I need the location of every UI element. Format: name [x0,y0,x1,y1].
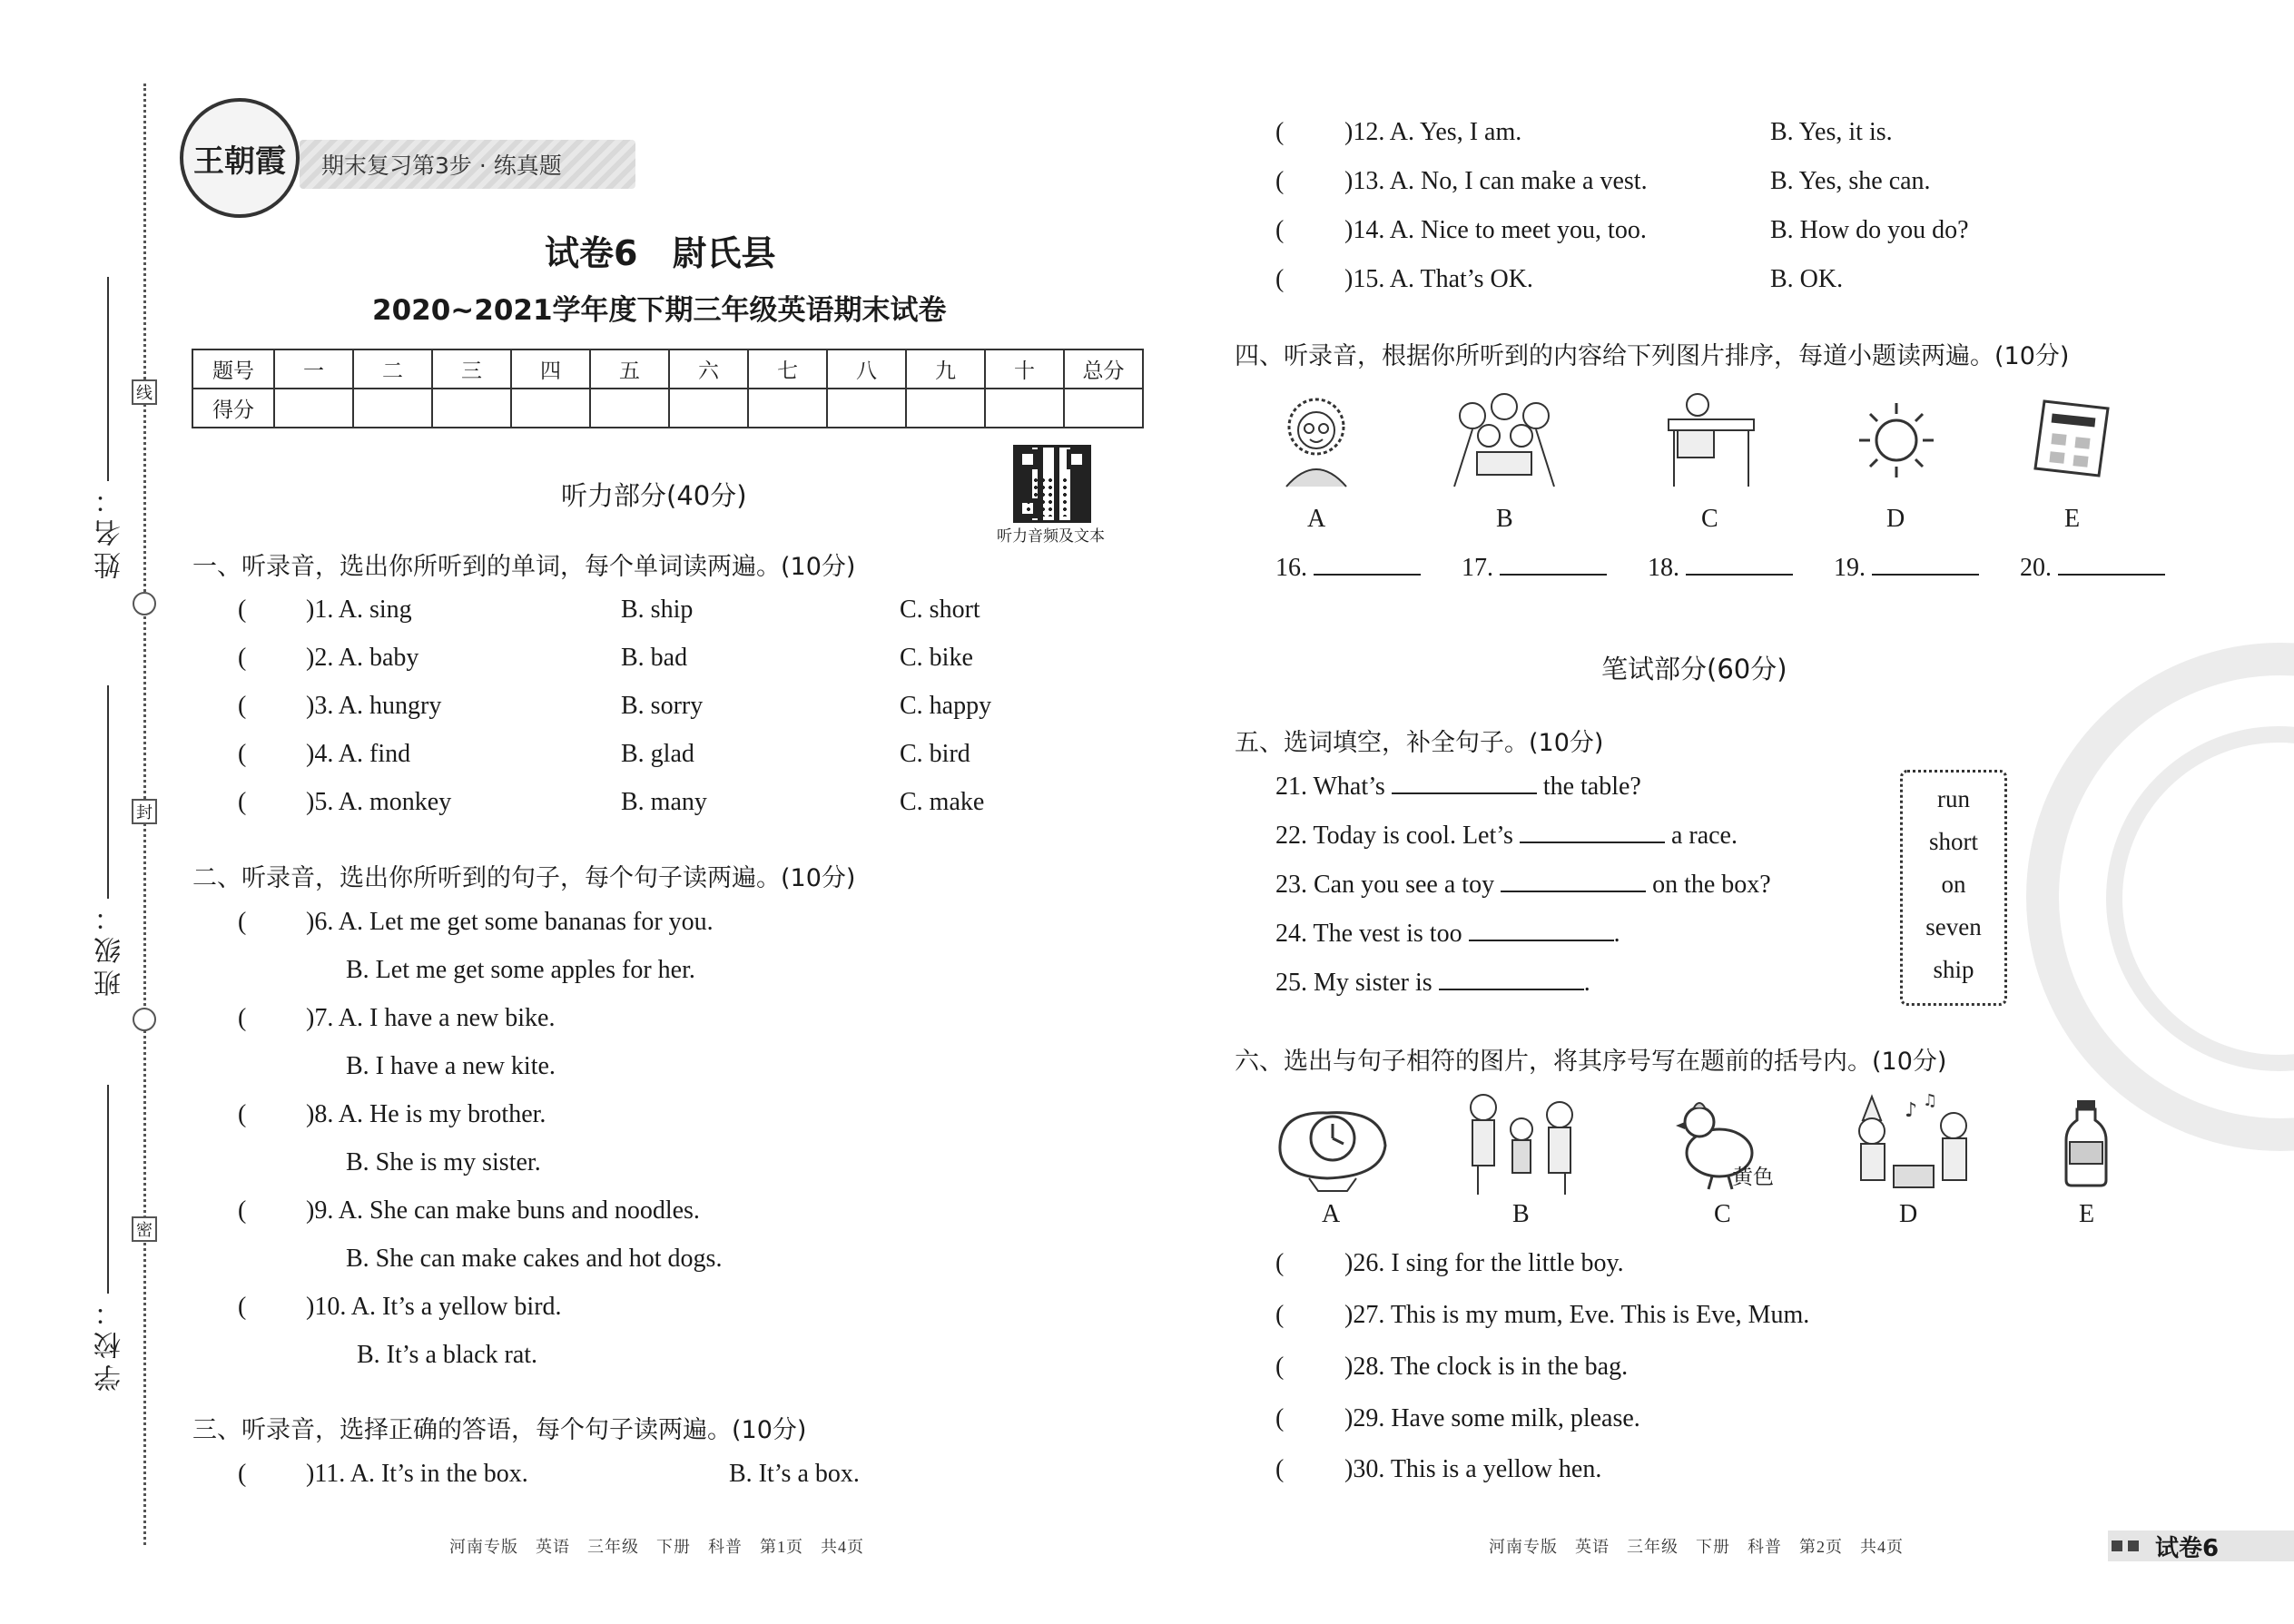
answer-paren[interactable]: ( [238,1460,247,1488]
score-cell: 十 [985,349,1064,389]
score-cell: 一 [274,349,353,389]
answer-paren[interactable]: ( [238,1004,247,1032]
question-option-a: )13. A. No, I can make a vest. [1344,167,1648,195]
picture-label: C [1714,1200,1731,1228]
match-sentence: )29. Have some milk, please. [1344,1404,1640,1432]
order-blank[interactable]: 20. [2020,554,2165,583]
class-field[interactable] [107,685,109,899]
question-option-b: B. I have a new kite. [346,1052,556,1080]
fill-blank-sentence: 22. Today is cool. Let’s a race. [1275,822,1738,850]
match-sentence: )27. This is my mum, Eve. This is Eve, Mum. [1344,1301,1810,1329]
fill-blank-sentence: 25. My sister is . [1275,969,1590,997]
question-option-b: B. Yes, it is. [1770,118,1893,146]
question-option-c: C. short [900,595,980,624]
answer-paren[interactable]: ( [1275,1404,1285,1432]
score-input-cell[interactable] [511,389,590,428]
binding-seal-char: 线 [132,379,157,405]
picture-label: D [1899,1200,1918,1228]
answer-paren[interactable]: ( [1275,1249,1285,1277]
binding-hole [133,592,156,615]
question-option-a: )7. A. I have a new bike. [306,1004,556,1032]
picture-label: B [1512,1200,1530,1228]
section-4-title: 四、听录音，根据你所听到的内容给下列图片排序，每道小题读两遍。(10分) [1235,342,2070,370]
answer-paren[interactable]: ( [1275,1455,1285,1483]
question-option-b: B. How do you do? [1770,216,1969,244]
paper-title: 试卷6 尉氏县 [545,233,776,273]
section-5-title: 五、选词填空，补全句子。(10分) [1235,729,1604,757]
question-option-b: B. She is my sister. [346,1148,541,1176]
fill-blank-sentence: 24. The vest is too . [1275,920,1620,948]
name-label: 姓名： [94,481,126,579]
question-option-a: )1. A. sing [306,595,412,624]
footer-right: 河南专版 英语 三年级 下册 科普 第2页 共4页 [1489,1538,1904,1556]
picture-label: E [2079,1200,2095,1228]
picture-label: E [2064,505,2081,533]
name-field[interactable] [107,277,109,481]
svg-text:♫: ♫ [1923,1091,1938,1110]
question-option-c: C. bird [900,740,970,768]
question-option-a: )14. A. Nice to meet you, too. [1344,216,1647,244]
grandma-icon [1275,389,1357,488]
score-cell: 总分 [1064,349,1143,389]
clock-in-bag-icon [1273,1093,1391,1193]
match-sentence: )26. I sing for the little boy. [1344,1249,1624,1277]
desk-icon [1661,389,1761,488]
answer-paren[interactable]: ( [238,644,247,672]
question-option-a: )12. A. Yes, I am. [1344,118,1522,146]
answer-paren[interactable]: ( [238,1293,247,1321]
footer-left: 河南专版 英语 三年级 下册 科普 第1页 共4页 [449,1538,864,1556]
answer-paren[interactable]: ( [1275,118,1285,146]
family-icon [1460,1089,1587,1198]
milk-bottle-icon [2059,1097,2113,1187]
question-option-b: B. ship [621,595,694,624]
banner-text: 期末复习第3步 · 练真题 [321,153,562,179]
word-bank-item: short [1929,828,1978,855]
score-input-cell[interactable] [274,389,353,428]
answer-paren[interactable]: ( [238,788,247,816]
section-1-title: 一、听录音，选出你所听到的单词，每个单词读两遍。(10分) [192,553,856,581]
answer-paren[interactable]: ( [238,1100,247,1128]
menu-card-icon [2026,392,2117,483]
answer-paren[interactable]: ( [238,595,247,624]
binding-seal-char: 封 [132,799,157,824]
answer-paren[interactable]: ( [238,908,247,936]
class-label: 班级： [94,899,126,997]
question-option-c: C. make [900,788,985,816]
picture-label: A [1307,505,1326,533]
answer-paren[interactable]: ( [238,692,247,720]
score-input-cell[interactable] [1064,389,1143,428]
answer-paren[interactable]: ( [238,740,247,768]
score-cell: 九 [906,349,985,389]
question-option-b: B. Yes, she can. [1770,167,1931,195]
word-bank-box [1900,770,2007,1006]
question-option-b: B. sorry [621,692,704,720]
singing-icon [1850,1089,1977,1198]
word-bank-item: ship [1933,956,1974,983]
picture-label: D [1886,505,1905,533]
match-sentence: )30. This is a yellow hen. [1344,1455,1602,1483]
score-input-cell[interactable] [432,389,511,428]
score-cell: 七 [748,349,827,389]
question-option-a: )9. A. She can make buns and noodles. [306,1196,700,1225]
score-cell: 四 [511,349,590,389]
score-cell: 八 [827,349,906,389]
score-cell: 二 [353,349,432,389]
score-input-cell[interactable] [906,389,985,428]
score-input-cell[interactable] [590,389,669,428]
fill-blank-sentence: 21. What’s the table? [1275,773,1641,801]
score-cell: 三 [432,349,511,389]
question-option-b: B. It’s a box. [729,1460,860,1488]
order-blank[interactable]: 19. [1834,554,1979,583]
score-table [192,349,1144,428]
qr-caption: 听力音频及文本 [997,527,1105,546]
qr-code-icon[interactable] [1013,445,1091,523]
score-cell: 得分 [192,389,274,428]
question-option-a: )5. A. monkey [306,788,452,816]
score-input-cell[interactable] [827,389,906,428]
paper-badge-text: 试卷6 [2155,1534,2220,1562]
question-option-b: B. OK. [1770,265,1844,293]
score-input-cell[interactable] [669,389,748,428]
logo-text: 王朝霞 [193,143,286,180]
score-cell: 六 [669,349,748,389]
sun-icon [1856,399,1937,481]
score-input-cell[interactable] [985,389,1064,428]
question-option-a: )10. A. It’s a yellow bird. [306,1293,562,1321]
question-option-b: B. She can make cakes and hot dogs. [346,1245,723,1273]
answer-paren[interactable]: ( [1275,216,1285,244]
score-input-cell[interactable] [748,389,827,428]
word-bank-item: seven [1925,913,1982,940]
picture-label: C [1701,505,1718,533]
school-label: 学校： [94,1294,126,1392]
fill-blank[interactable] [1469,940,1614,941]
answer-paren[interactable]: ( [1275,1353,1285,1381]
fill-blank[interactable] [1501,891,1646,892]
score-table-score-row [192,389,1143,428]
family-party-icon [1445,389,1563,488]
order-blank[interactable]: 16. [1275,554,1421,583]
listening-title: 听力部分(40分) [561,480,747,511]
fill-blank-sentence: 23. Can you see a toy on the box? [1275,871,1771,899]
fill-blank[interactable] [1439,989,1584,990]
question-option-b: B. glad [621,740,694,768]
question-option-a: )15. A. That’s OK. [1344,265,1533,293]
binding-hole [133,1008,156,1031]
score-cell: 五 [590,349,669,389]
question-option-c: C. bike [900,644,973,672]
paper-badge [2108,1530,2294,1561]
fill-blank[interactable] [1520,842,1665,843]
fill-blank[interactable] [1392,792,1537,794]
question-option-b: B. It’s a black rat. [357,1341,538,1369]
question-option-a: )6. A. Let me get some bananas for you. [306,908,714,936]
section-2-title: 二、听录音，选出你所听到的句子，每个句子读两遍。(10分) [192,864,856,892]
picture-label: B [1496,505,1513,533]
question-option-a: )11. A. It’s in the box. [306,1460,528,1488]
question-option-b: B. bad [621,644,688,672]
answer-paren[interactable]: ( [1275,265,1285,293]
question-option-c: C. happy [900,692,992,720]
order-blank[interactable]: 18. [1648,554,1793,583]
school-field[interactable] [107,1085,109,1294]
question-option-a: )3. A. hungry [306,692,442,720]
question-option-a: )8. A. He is my brother. [306,1100,546,1128]
question-option-a: )2. A. baby [306,644,419,672]
order-blank[interactable]: 17. [1462,554,1607,583]
word-bank-item: run [1937,785,1970,812]
paper-subtitle: 2020~2021学年度下期三年级英语期末试卷 [372,294,947,327]
answer-paren[interactable]: ( [238,1196,247,1225]
header-banner [300,140,635,189]
publisher-logo [180,98,300,218]
answer-paren[interactable]: ( [1275,167,1285,195]
svg-text:♪: ♪ [1905,1099,1918,1122]
score-cell: 题号 [192,349,274,389]
question-option-b: B. Let me get some apples for her. [346,956,695,984]
score-input-cell[interactable] [353,389,432,428]
picture-label: A [1322,1200,1341,1228]
section-6-title: 六、选出与句子相符的图片，将其序号写在题前的括号内。(10分) [1235,1048,1947,1076]
question-option-a: )4. A. find [306,740,411,768]
answer-paren[interactable]: ( [1275,1301,1285,1329]
word-bank-item: on [1941,871,1966,898]
hen-caption: 黄色 [1732,1166,1774,1189]
binding-seal-char: 密 [132,1216,157,1242]
question-option-b: B. many [621,788,707,816]
match-sentence: )28. The clock is in the bag. [1344,1353,1629,1381]
score-table-header-row [192,349,1143,389]
section-3-title: 三、听录音，选择正确的答语，每个句子读两遍。(10分) [192,1416,807,1444]
writing-title: 笔试部分(60分) [1601,654,1787,684]
